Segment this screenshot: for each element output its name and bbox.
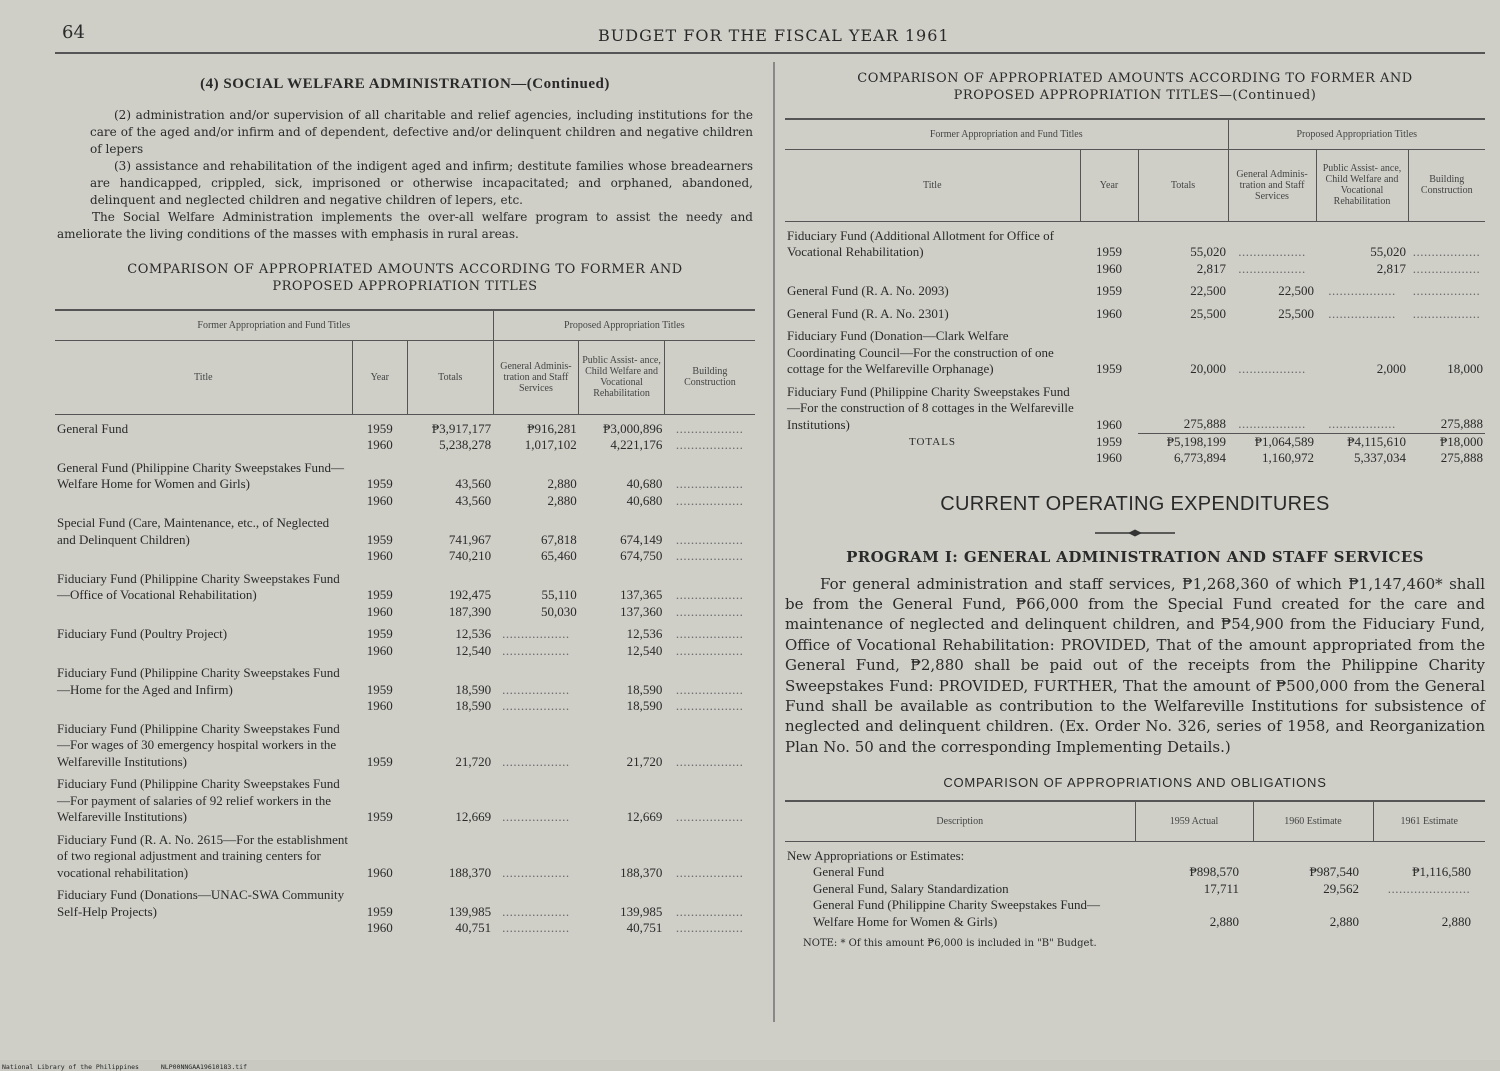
public-cell: 12,536 [626, 626, 663, 641]
total-cell: 192,475 [448, 587, 492, 602]
table-row [785, 261, 1485, 278]
table-row [785, 277, 1485, 300]
year-cell: 1959 [366, 587, 393, 602]
leader-dots: .................. [675, 492, 744, 508]
row-title-blank [55, 548, 352, 565]
total-cell: 12,540 [455, 642, 492, 658]
total-cell: 43,560 [455, 476, 492, 491]
obligation-value: 2,880 [1441, 913, 1471, 929]
leader-dots: .................. [502, 642, 570, 658]
leader-dots: .................. [502, 753, 570, 769]
appropriation-table-right [785, 118, 1485, 467]
program-title: PROGRAM I: GENERAL ADMINISTRATION AND STAFF SERVICES [846, 547, 1424, 566]
general-cell: 1,017,102 [524, 437, 577, 452]
leader-dots: .................. [675, 903, 744, 919]
total-cell: 21,720 [455, 753, 492, 769]
public-cell: 674,750 [620, 548, 663, 563]
year-cell: 1959 [366, 476, 393, 491]
obligations-table-body [785, 841, 1485, 930]
col-1959: 1959 Actual [1135, 801, 1253, 841]
obligation-desc: General Fund (Philippine Charity Sweepstakes Fund—Welfare Home for Women & Girls) [813, 897, 1101, 929]
leader-dots: .................. [675, 642, 744, 658]
row-title: General Fund (Philippine Charity Sweepstakes Fund—Welfare Home for Women and Girls) [57, 459, 345, 491]
year-cell: 1959 [1096, 361, 1122, 376]
table-row [785, 322, 1485, 378]
proposed-group-header: Proposed Appropriation Titles [493, 310, 755, 340]
leader-dots: .................. [675, 531, 744, 547]
leader-dots: .................. [675, 698, 744, 713]
year-cell: 1960 [1096, 260, 1122, 276]
total-cell: 40,751 [455, 920, 492, 935]
leader-dots: .................. [675, 548, 744, 563]
total-cell: 25,500 [1190, 305, 1226, 321]
obligation-value: 17,711 [1203, 880, 1239, 896]
row-title-blank [55, 698, 352, 715]
col-year: Year [1080, 149, 1138, 221]
leader-dots: .................. [1328, 283, 1396, 298]
leader-dots: .................. [1412, 260, 1481, 276]
leader-dots: .................. [1238, 416, 1306, 431]
total-cell: 139,985 [448, 903, 492, 919]
year-cell: 1960 [1096, 305, 1122, 321]
public-cell: 18,590 [626, 698, 663, 713]
year-cell: 1959 [366, 681, 393, 697]
total-cell: 22,500 [1190, 283, 1226, 298]
table-row [55, 659, 755, 698]
ornament-divider [785, 526, 1485, 540]
total-cell: ₱3,917,177 [431, 420, 492, 436]
totals-gen: ₱1,064,589 [1228, 433, 1316, 450]
leader-dots: ...................... [1387, 880, 1471, 896]
obligation-value: 29,562 [1323, 880, 1359, 896]
leader-dots: .................. [1238, 361, 1306, 376]
total-cell: 188,370 [448, 864, 492, 880]
leader-dots: .................. [502, 903, 570, 919]
leader-dots: .................. [1412, 283, 1481, 298]
row-title: General Fund [57, 420, 129, 436]
row-title: Fiduciary Fund (R. A. No. 2615—For the establishment of two regional adjustment and training centers for vocational rehabilitation) [57, 831, 349, 880]
comparison-caption [55, 261, 755, 295]
public-cell: 139,985 [620, 903, 663, 919]
general-cell: 22,500 [1278, 283, 1314, 298]
col-building: Building Construction [664, 340, 755, 414]
year-cell: 1959 [366, 420, 393, 436]
table-row [55, 826, 755, 882]
year-cell: 1960 [366, 603, 393, 619]
leader-dots: .................. [675, 920, 744, 935]
public-cell: 40,680 [626, 492, 663, 508]
obligation-value: ₱898,570 [1189, 864, 1239, 880]
section-title: (4) SOCIAL WELFARE ADMINISTRATION—(Continued) [200, 76, 610, 92]
leader-dots: .................. [675, 626, 744, 641]
comparison-caption-continued [785, 70, 1485, 104]
building-cell: 18,000 [1447, 361, 1483, 376]
total-cell: 43,560 [455, 492, 492, 508]
paragraph-3: (3) assistance and rehabilitation of the indigent aged and infirm; destitute families whose breadearners are handicapped, crippled, sick, imprisoned or otherwise incapacitated; and orphaned, abandoned, delinquent and neglected children and negative children of lepers, etc. [90, 159, 753, 207]
former-group-header: Former Appropriation and Fund Titles [55, 310, 493, 340]
totals-gen: 1,160,972 [1262, 450, 1314, 465]
table-row [785, 378, 1485, 434]
caption-line-1: COMPARISON OF APPROPRIATED AMOUNTS ACCORDING TO FORMER AND [127, 262, 683, 277]
public-cell: ₱3,000,896 [603, 420, 663, 436]
paragraph-2: (2) administration and/or supervision of all charitable and relief agencies, including institutions for the care of the aged and/or infirm and of dependent, defective and/or delinquent children and negative children of lepers [90, 108, 753, 156]
col-totals: Totals [1138, 149, 1228, 221]
total-cell: 740,210 [448, 548, 492, 563]
col-title: Title [55, 340, 352, 414]
totals-bld: ₱18,000 [1408, 433, 1485, 450]
leader-dots: .................. [502, 809, 570, 824]
col-description: Description [785, 801, 1135, 841]
year-cell: 1960 [366, 548, 393, 563]
leader-dots: .................. [502, 864, 570, 880]
year-cell: 1960 [366, 864, 393, 880]
page-title: BUDGET FOR THE FISCAL YEAR 1961 [598, 26, 950, 45]
table-row [55, 548, 755, 565]
diamond-rule-icon [1095, 529, 1175, 537]
obligations-table [785, 800, 1485, 930]
row-title: General Fund (R. A. No. 2093) [787, 283, 949, 298]
col-title: Title [785, 149, 1080, 221]
row-title: Fiduciary Fund (Philippine Charity Sweepstakes Fund—Office of Vocational Rehabilitation) [57, 570, 340, 602]
public-cell: 2,000 [1376, 361, 1406, 376]
col-public: Public Assist- ance, Child Welfare and Vocational Rehabilitation [579, 340, 665, 414]
row-title: Fiduciary Fund (Poultry Project) [57, 626, 228, 641]
general-cell: ₱916,281 [527, 420, 577, 436]
row-title-blank [55, 604, 352, 621]
note: NOTE: * Of this amount ₱6,000 is included in "B" Budget. [803, 938, 1097, 950]
current-operating-heading: CURRENT OPERATING EXPENDITURES [940, 492, 1330, 515]
col-general: General Adminis- tration and Staff Services [1228, 149, 1316, 221]
public-cell: 188,370 [620, 864, 663, 880]
general-cell: 25,500 [1278, 305, 1314, 321]
row-title: Fiduciary Fund (Philippine Charity Sweepstakes Fund—For payment of salaries of 92 relief workers in the Welfareville Institutions) [57, 776, 340, 824]
row-title: Fiduciary Fund (Philippine Charity Sweepstakes Fund—For wages of 30 emergency hospital workers in the Welfareville Institutions) [57, 720, 340, 769]
totals-body [785, 433, 1485, 467]
general-cell: 50,030 [540, 603, 577, 619]
column-divider [773, 62, 775, 1022]
total-cell: 18,590 [455, 698, 492, 713]
obligation-row [785, 864, 1485, 881]
obligation-value: ₱1,116,580 [1412, 864, 1471, 880]
year-cell: 1960 [366, 437, 393, 452]
leader-dots: .................. [675, 437, 744, 452]
year-cell: 1960 [366, 920, 393, 935]
row-title-blank [55, 437, 352, 454]
public-cell: 18,590 [626, 681, 663, 697]
year-cell: 1960 [366, 642, 393, 658]
public-cell: 674,149 [620, 531, 663, 547]
total-cell: 12,536 [455, 626, 492, 641]
col-totals: Totals [408, 340, 494, 414]
proposed-group-header: Proposed Appropriation Titles [1228, 119, 1485, 149]
scan-footer [2, 1063, 265, 1071]
leader-dots: .................. [675, 809, 744, 824]
public-cell: 12,540 [626, 642, 663, 658]
totals-pub: ₱4,115,610 [1316, 433, 1408, 450]
general-cell: 55,110 [541, 587, 577, 602]
leader-dots: .................. [1238, 260, 1306, 276]
table-row [785, 221, 1485, 261]
obligation-row [785, 881, 1485, 898]
totals-label: TOTALS [908, 435, 957, 448]
leader-dots: .................. [1328, 305, 1396, 321]
paragraph-4: The Social Welfare Administration implements the over-all welfare program to assist the needy and ameliorate the living conditions of the masses with emphasis in rural areas. [57, 210, 753, 241]
general-cell: 2,880 [547, 492, 577, 508]
table-row [55, 454, 755, 493]
footer-file: NLP00NNGAA19610183.tif [160, 1063, 247, 1071]
row-title-blank [55, 493, 352, 510]
right-table-body [785, 221, 1485, 433]
year-cell: 1959 [1096, 283, 1122, 298]
public-cell: 2,817 [1376, 260, 1406, 276]
col-1961: 1961 Estimate [1373, 801, 1485, 841]
general-cell: 67,818 [540, 531, 577, 547]
totals-total: 6,773,894 [1174, 450, 1226, 465]
table-row [55, 643, 755, 660]
program-paragraph: For general administration and staff services, ₱1,268,360 of which ₱1,147,460* shall be from the General Fund, ₱66,000 from the Special Fund created for the care and maintenance of neglected and delinquent children, and ₱54,900 from the Fiduciary Fund, Office of Vocational Rehabilitation: PROVIDED, That of the amount appropriated from the General Fund, ₱2,880 shall be paid out of the receipts from the Philippine Charity Sweepstakes Fund: PROVIDED, FURTHER, That the amount of ₱500,000 from the General Fund shall be available as contribution to the Welfareville Institutions for subsistence of neglected and delinquent children. (Ex. Order No. 326, series of 1958, and Reorganization Plan No. 50 and the corresponding Implementing Details.) [785, 574, 1485, 756]
public-cell: 137,360 [620, 603, 663, 619]
col-building: Building Construction [1408, 149, 1485, 221]
table-row [55, 493, 755, 510]
leader-dots: .................. [675, 753, 744, 769]
table-row [55, 509, 755, 548]
leader-dots: .................. [1328, 416, 1396, 431]
obligation-value: ₱987,540 [1309, 864, 1359, 880]
table-row [55, 437, 755, 454]
year-cell: 1960 [1096, 416, 1122, 432]
footer-source: National Library of the Philippines [2, 1063, 139, 1071]
page-number: 64 [62, 22, 85, 43]
total-cell: 275,888 [1183, 416, 1226, 431]
year-cell: 1959 [1096, 244, 1122, 259]
public-cell: 12,669 [626, 809, 663, 824]
public-cell: 55,020 [1370, 244, 1406, 259]
table-row [55, 414, 755, 437]
col-year: Year [352, 340, 407, 414]
public-cell: 21,720 [626, 753, 663, 769]
table-row [785, 300, 1485, 323]
obligation-row [785, 897, 1485, 930]
year-cell: 1960 [366, 698, 393, 713]
section-label: New Appropriations or Estimates: [787, 847, 965, 863]
row-title-blank [55, 643, 352, 660]
totals-label-blank [785, 450, 1080, 467]
leader-dots: .................. [675, 681, 744, 697]
table-row [55, 565, 755, 604]
caption-line-2: PROPOSED APPROPRIATION TITLES—(Continued) [953, 88, 1317, 103]
col-general: General Adminis- tration and Staff Services [493, 340, 579, 414]
leader-dots: .................. [675, 603, 744, 619]
table-row [55, 698, 755, 715]
leader-dots: .................. [1412, 305, 1481, 321]
year-cell: 1959 [366, 903, 393, 919]
public-cell: 40,680 [626, 476, 663, 491]
right-column [785, 70, 1485, 949]
total-cell: 741,967 [448, 531, 492, 547]
col-1960: 1960 Estimate [1253, 801, 1373, 841]
total-cell: 55,020 [1190, 244, 1226, 259]
leader-dots: .................. [675, 420, 744, 436]
public-cell: 4,221,176 [610, 437, 663, 452]
table-row [55, 620, 755, 643]
leader-dots: .................. [1238, 244, 1306, 259]
row-title: Fiduciary Fund (Additional Allotment for Office of Vocational Rehabilitation) [787, 227, 1054, 259]
header-rule [55, 52, 1485, 54]
total-cell: 18,590 [455, 681, 492, 697]
row-title-blank [785, 261, 1080, 278]
left-column [55, 76, 755, 937]
totals-row [785, 433, 1485, 450]
total-cell: 12,669 [455, 809, 492, 824]
total-cell: 187,390 [448, 603, 492, 619]
year-cell: 1959 [366, 531, 393, 547]
total-cell: 2,817 [1196, 260, 1226, 276]
totals-year: 1959 [1096, 433, 1122, 449]
totals-pub: 5,337,034 [1354, 450, 1406, 465]
year-cell: 1960 [366, 492, 393, 508]
row-title: Special Fund (Care, Maintenance, etc., of Neglected and Delinquent Children) [57, 515, 330, 547]
obligation-desc: General Fund, Salary Standardization [813, 880, 1009, 896]
appropriation-table-left [55, 309, 755, 937]
year-cell: 1959 [366, 753, 393, 769]
table-row [55, 920, 755, 937]
row-title: Fiduciary Fund (Philippine Charity Sweepstakes Fund—For the construction of 8 cottages in the Welfareville Institutions) [787, 383, 1074, 432]
left-table-body [55, 414, 755, 937]
totals-total: ₱5,198,199 [1138, 433, 1228, 450]
leader-dots: .................. [502, 681, 570, 697]
totals-row [785, 450, 1485, 467]
obligation-value: 2,880 [1329, 913, 1359, 929]
total-cell: 20,000 [1190, 361, 1226, 376]
leader-dots: .................. [502, 698, 570, 713]
leader-dots: .................. [502, 920, 570, 935]
year-cell: 1959 [366, 809, 393, 824]
row-title: Fiduciary Fund (Donations—UNAC-SWA Community Self-Help Projects) [57, 887, 345, 919]
public-cell: 137,365 [620, 587, 663, 602]
former-group-header: Former Appropriation and Fund Titles [785, 119, 1228, 149]
row-title: Fiduciary Fund (Philippine Charity Sweepstakes Fund—Home for the Aged and Infirm) [57, 665, 340, 697]
comparison-obligations-title: COMPARISON OF APPROPRIATIONS AND OBLIGATIONS [943, 775, 1327, 791]
caption-line-1: COMPARISON OF APPROPRIATED AMOUNTS ACCORDING TO FORMER AND [857, 71, 1413, 86]
table-row [55, 881, 755, 920]
total-cell: 5,238,278 [439, 437, 492, 452]
row-title: Fiduciary Fund (Donation—Clark Welfare Coordinating Council—For the construction of one cottage for the Welfareville Orphanage) [787, 328, 1054, 376]
row-title: General Fund (R. A. No. 2301) [787, 305, 949, 321]
caption-line-2: PROPOSED APPROPRIATION TITLES [272, 279, 538, 294]
obligation-value: 2,880 [1209, 913, 1239, 929]
obligation-desc: General Fund [813, 864, 885, 880]
leader-dots: .................. [675, 864, 744, 880]
totals-year: 1960 [1096, 450, 1122, 465]
leader-dots: .................. [675, 476, 744, 491]
table-row [55, 604, 755, 621]
page-header [0, 22, 1500, 52]
leader-dots: .................. [675, 587, 744, 602]
leader-dots: .................. [502, 626, 570, 641]
leader-dots: .................. [1412, 244, 1481, 259]
row-title-blank [55, 920, 352, 937]
building-cell: 275,888 [1440, 416, 1483, 431]
col-public: Public Assist- ance, Child Welfare and Vocational Rehabilitation [1316, 149, 1408, 221]
year-cell: 1959 [366, 626, 393, 641]
general-cell: 2,880 [547, 476, 577, 491]
totals-bld: 275,888 [1440, 450, 1483, 465]
table-row [55, 715, 755, 771]
table-row [55, 770, 755, 826]
public-cell: 40,751 [626, 920, 663, 935]
general-cell: 65,460 [540, 548, 577, 563]
